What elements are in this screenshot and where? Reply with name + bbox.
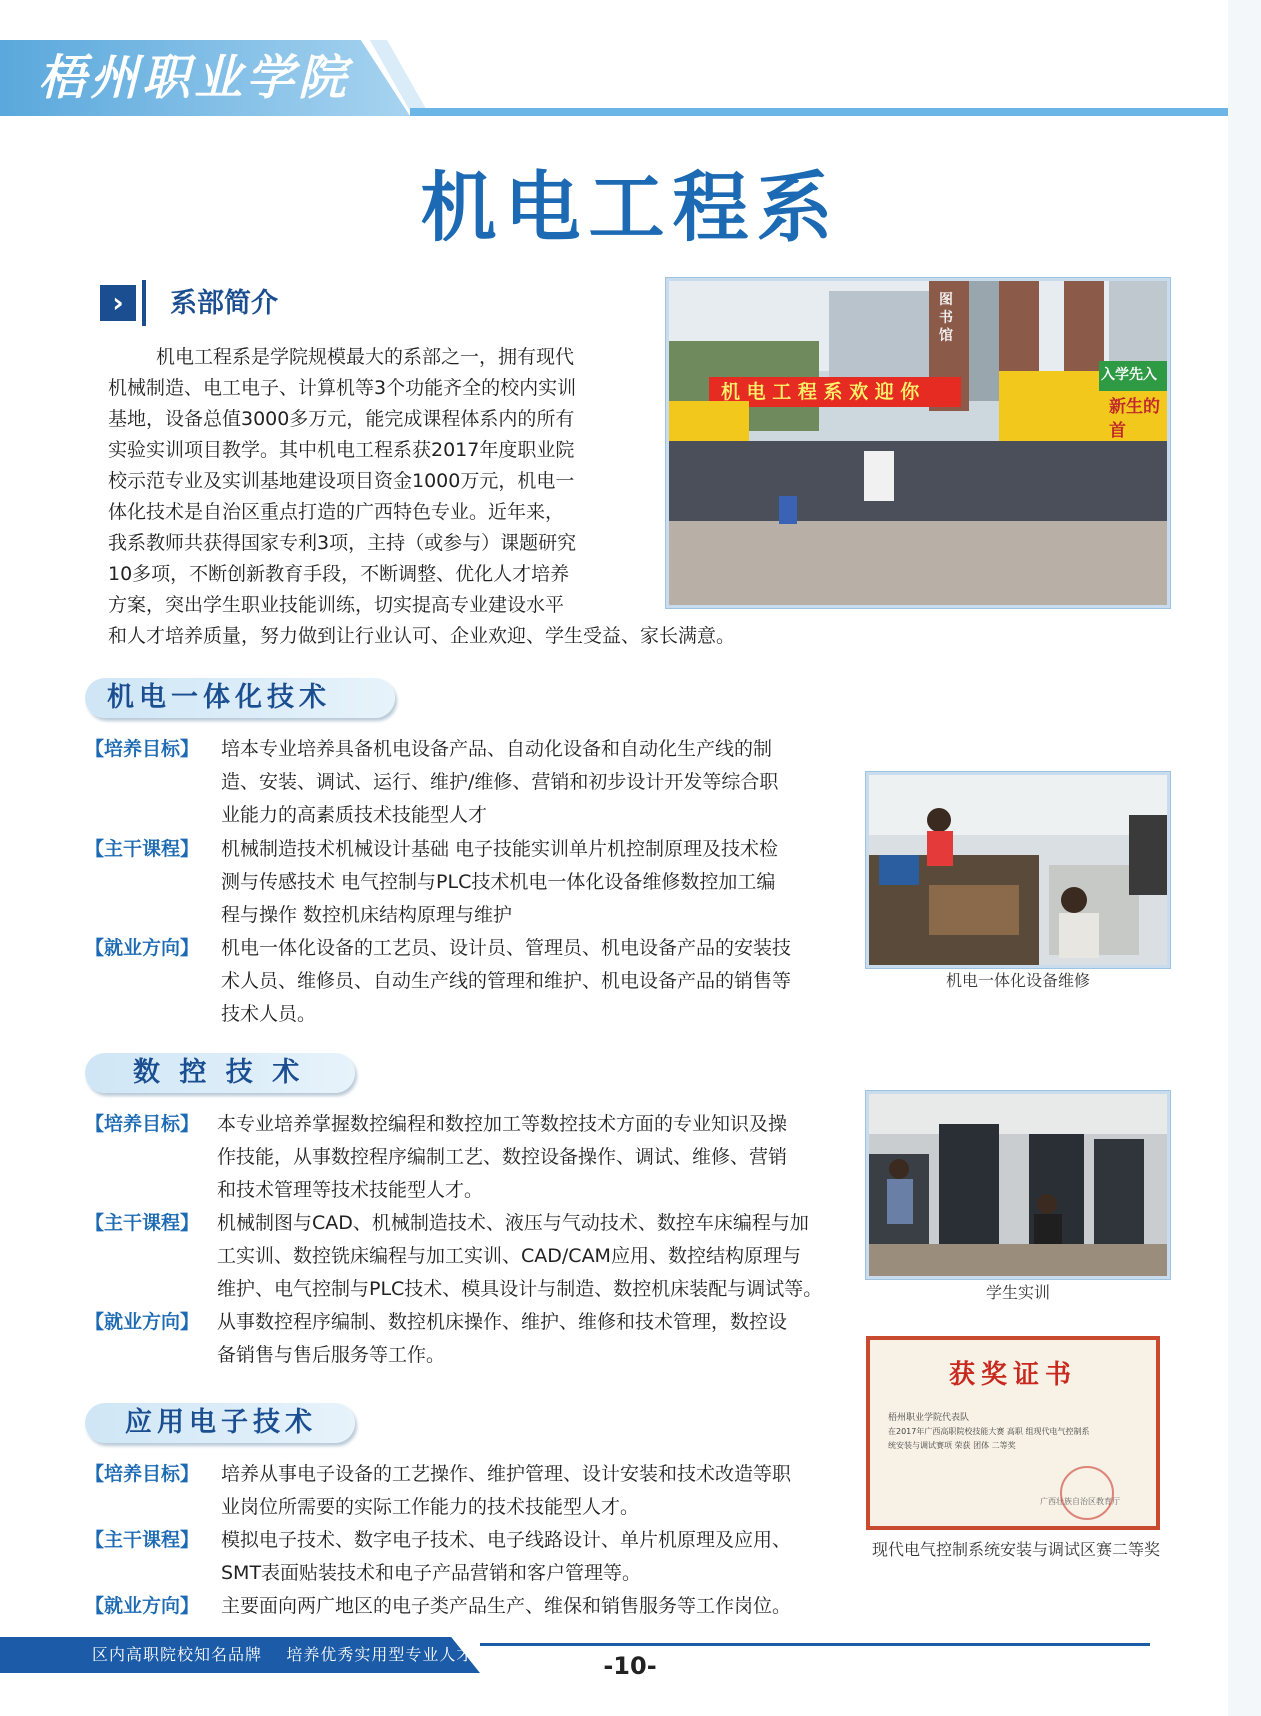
text-line: 维护、电气控制与PLC技术、模具设计与制造、数控机床装配与调试等。: [217, 1278, 823, 1300]
major-courses: [85, 833, 865, 932]
intro-paragraph: [108, 342, 660, 621]
college-logo-text: 梧州职业学院: [38, 50, 351, 106]
text-line: 模拟电子技术、数字电子技术、电子线路设计、单片机原理及应用、: [221, 1529, 792, 1551]
certificate-title: 获奖证书: [948, 1360, 1077, 1390]
intro-line: 我系教师共获得国家专利3项，主持（或参与）课题研究: [108, 532, 577, 554]
certificate-text: 统安装与调试赛项 荣获 团体 二等奖: [888, 1441, 1016, 1450]
goal-label: 【培养目标】: [85, 1463, 200, 1485]
intro-line: 机电工程系是学院规模最大的系部之一，拥有现代: [156, 346, 575, 368]
text-line: SMT表面贴装技术和电子产品营销和客户管理等。: [221, 1562, 642, 1584]
page-number: -10-: [603, 1652, 657, 1680]
photo-sign-text: 新生的首: [1109, 397, 1160, 441]
intro-line: 10多项，不断创新教育手段，不断调整、优化人才培养: [108, 563, 570, 585]
courses-label: 【主干课程】: [85, 1212, 200, 1234]
student-training-photo: [866, 1091, 1170, 1279]
goal-label: 【培养目标】: [85, 1113, 200, 1135]
major-tab: [85, 1403, 355, 1443]
text-line: 造、安装、调试、运行、维护/维修、营销和初步设计开发等综合职: [221, 771, 779, 793]
text-line: 业岗位所需要的实际工作能力的技术技能型人才。: [221, 1496, 640, 1518]
chevron-right-icon: ›: [100, 285, 136, 321]
jobs-label: 【就业方向】: [85, 937, 200, 959]
major-title: 机电一体化技术: [107, 682, 331, 713]
major-courses: [85, 1524, 865, 1590]
equipment-repair-photo: [866, 772, 1170, 968]
major-title: 应用电子技术: [125, 1407, 317, 1438]
text-line: 机械制图与CAD、机械制造技术、液压与气动技术、数控车床编程与加: [217, 1212, 809, 1234]
award-certificate: [866, 1336, 1160, 1530]
welcome-event-photo: [666, 278, 1170, 608]
photo-sign-text: 入学先入: [1101, 367, 1157, 383]
intro-line: 实验实训项目教学。其中机电工程系获2017年度职业院: [108, 439, 575, 461]
intro-line: 体化技术是自治区重点打造的广西特色专业。近年来，: [108, 501, 565, 523]
major-goal: [85, 733, 865, 832]
major-tab: [85, 678, 395, 718]
seal-icon: [1060, 1466, 1114, 1520]
text-line: 程与操作 数控机床结构原理与维护: [221, 904, 513, 926]
text-line: 测与传感技术 电气控制与PLC技术机电一体化设备维修数控加工编: [221, 871, 776, 893]
text-line: 培本专业培养具备机电设备产品、自动化设备和自动化生产线的制: [221, 738, 773, 760]
photo-building-text: 图书馆: [939, 292, 953, 344]
jobs-label: 【就业方向】: [85, 1311, 200, 1333]
photo-caption: 机电一体化设备维修: [945, 971, 1090, 990]
text-line: 备销售与售后服务等工作。: [217, 1344, 446, 1366]
major-jobs: [85, 1306, 865, 1372]
certificate-issuer: 广西壮族自治区教育厅: [1040, 1497, 1120, 1506]
major-courses: [85, 1207, 865, 1306]
major-title: 数 控 技 术: [133, 1057, 305, 1088]
photo-banner-text: 机 电 工 程 系 欢 迎 你: [721, 381, 920, 403]
goal-label: 【培养目标】: [85, 738, 200, 760]
major-jobs: [85, 1590, 885, 1623]
page-title: 机电工程系: [420, 163, 841, 252]
text-line: 工实训、数控铣床编程与加工实训、CAD/CAM应用、数控结构原理与: [217, 1245, 801, 1267]
intro-line: 机械制造、电工电子、计算机等3个功能齐全的校内实训: [108, 377, 577, 399]
text-line: 作技能，从事数控程序编制工艺、数控设备操作、调试、维修、营销: [217, 1146, 788, 1168]
section-heading: 系部简介: [170, 288, 278, 319]
text-line: 术人员、维修员、自动生产线的管理和维护、机电设备产品的销售等: [221, 970, 792, 992]
major-goal: [85, 1108, 865, 1207]
section-divider: [142, 280, 146, 326]
courses-label: 【主干课程】: [85, 838, 200, 860]
footer-slogan: 区内高职院校知名品牌 培养优秀实用型专业人才: [92, 1645, 474, 1664]
text-line: 技术人员。: [221, 1003, 317, 1025]
header-rule: [410, 108, 1261, 116]
jobs-label: 【就业方向】: [85, 1595, 200, 1617]
courses-label: 【主干课程】: [85, 1529, 200, 1551]
text-line: 业能力的高素质技术技能型人才: [221, 804, 488, 826]
footer-rule: [480, 1643, 1150, 1646]
text-line: 培养从事电子设备的工艺操作、维护管理、设计安装和技术改造等职: [221, 1463, 792, 1485]
certificate-text: 在2017年广西高职院校技能大赛 高职 组现代电气控制系: [888, 1427, 1090, 1436]
intro-line: 方案，突出学生职业技能训练，切实提高专业建设水平: [108, 594, 565, 616]
major-goal: [85, 1458, 865, 1524]
text-line: 本专业培养掌握数控编程和数控加工等数控技术方面的专业知识及操: [217, 1113, 788, 1135]
text-line: 和技术管理等技术技能型人才。: [217, 1179, 484, 1201]
certificate-text: 梧州职业学院代表队: [888, 1413, 970, 1423]
major-tab: [85, 1053, 355, 1093]
intro-line: 和人才培养质量，努力做到让行业认可、企业欢迎、学生受益、家长满意。: [108, 625, 736, 647]
text-line: 机电一体化设备的工艺员、设计员、管理员、机电设备产品的安装技: [221, 937, 792, 959]
intro-line: 基地，设备总值3000多万元，能完成课程体系内的所有: [108, 408, 575, 430]
text-line: 机械制造技术机械设计基础 电子技能实训单片机控制原理及技术检: [221, 838, 779, 860]
intro-line: 校示范专业及实训基地建设项目资金1000万元，机电一: [108, 470, 575, 492]
text-line: 从事数控程序编制、数控机床操作、维护、维修和技术管理，数控设: [217, 1311, 788, 1333]
major-jobs: [85, 932, 865, 1031]
text-line: 主要面向两广地区的电子类产品生产、维保和销售服务等工作岗位。: [221, 1595, 792, 1617]
photo-caption: 学生实训: [985, 1283, 1050, 1302]
photo-caption: 现代电气控制系统安装与调试区赛二等奖: [871, 1540, 1160, 1559]
